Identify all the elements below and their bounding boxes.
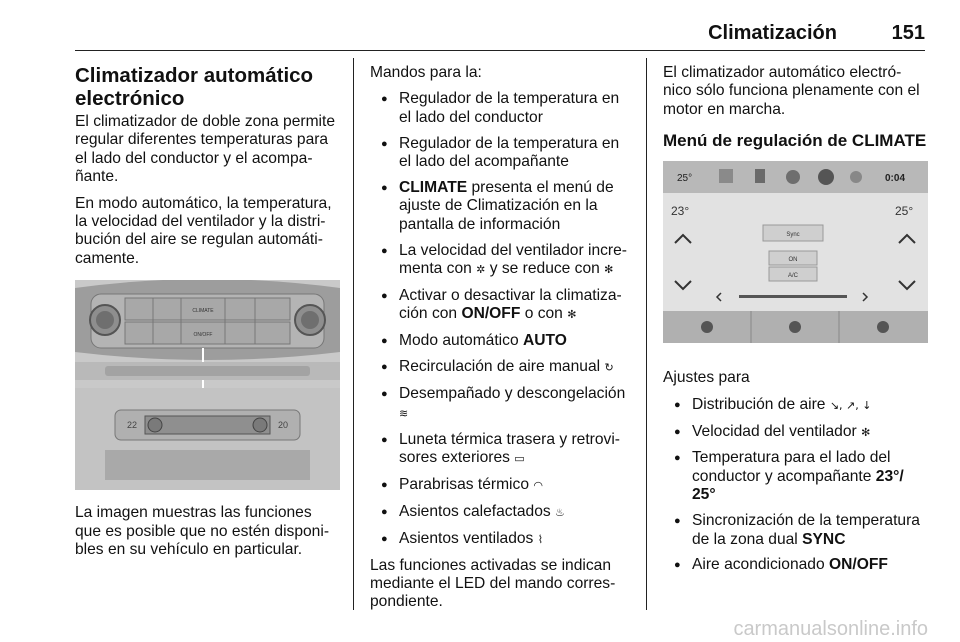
screen-passenger-temp: 25° (895, 204, 914, 219)
list-item: ● Modo automático AUTO (370, 332, 635, 350)
defrost-max-icon: ≋ (399, 406, 409, 420)
list-item: ● Parabrisas térmico ◠ (370, 476, 635, 495)
list-item: ● Temperatura para el lado del conductor y acompañante 23°/ 25° (663, 449, 928, 504)
engine-note: El climatizador automático electró-nico sólo funciona plenamente con el motor en marcha. (663, 64, 920, 118)
screen-sync-button: Sync (786, 232, 800, 239)
driver-temp-label: 22 (127, 420, 138, 431)
page-header (0, 22, 925, 50)
screen-on-button: ON (788, 257, 798, 264)
fan-increase-icon: ✲ (476, 263, 486, 277)
watermark: carmanualsonline.info (733, 618, 928, 640)
list-item: ● Velocidad del ventilador ✻ (663, 423, 928, 442)
screen-driver-temp: 23° (671, 204, 690, 219)
screen-top-temp: 25° (677, 173, 693, 185)
list-item: ● Regulador de la temperatura en el lado del conductor (370, 90, 635, 127)
seat-ventilation-icon: ⌇ (537, 532, 544, 546)
air-distribution-icons: ↘, ↗, ↓ (829, 398, 872, 412)
controls-intro: Mandos para la: (370, 64, 482, 81)
settings-list (663, 396, 928, 575)
passenger-temp-label: 20 (278, 420, 289, 431)
list-item: ● Regulador de la temperatura en el lado del acompañante (370, 135, 635, 172)
list-item: ● Sincronización de la temperatura de la zona dual SYNC (663, 512, 928, 549)
list-item: ● Luneta térmica trasera y retrovi-sores exteriores ▭ (370, 431, 635, 469)
figure-caption: La imagen muestras las funciones que es posible que no estén disponi-bles en su vehículo en particular. (75, 504, 330, 559)
led-note: Las funciones activadas se indican mediante el LED del mando corres-pondiente. (370, 556, 616, 611)
fan-off-icon: ✻ (567, 308, 577, 322)
list-item: ● Asientos ventilados ⌇ (370, 530, 635, 549)
list-item: ● Desempañado y descongelación ≋ (370, 385, 635, 423)
page-number: 151 (891, 22, 925, 44)
list-item: ● La velocidad del ventilador incre-menta con ✲ y se reduce con ✻ (370, 242, 635, 280)
settings-intro: Ajustes para (663, 369, 750, 387)
onoff-button-label: ON/OFF (193, 332, 213, 339)
paragraph-auto-mode: En modo automático, la temperatura, la velocidad del ventilador y la distri-bución del aire se regulan automáti-camente. (75, 194, 332, 267)
list-item: ● Activar o desactivar la climatiza-ción con ON/OFF o con ✻ (370, 287, 635, 325)
list-item: ● Aire acondicionado ON/OFF (663, 556, 928, 574)
list-item: ● Recirculación de aire manual ↻ (370, 358, 635, 377)
section-title: Climatización (708, 22, 837, 44)
screen-clock: 0:04 (885, 173, 906, 185)
fan-icon: ✻ (861, 425, 871, 439)
paragraph-intro: El climatizador de doble zona permite regular diferentes temperaturas para el lado del conductor y el acompa-ñante. (75, 113, 336, 186)
list-item: ● Asientos calefactados ♨ (370, 503, 635, 522)
rear-window-heat-icon: ▭ (514, 451, 525, 465)
column-divider-2 (646, 58, 647, 610)
controls-list (370, 90, 635, 549)
column-2 (370, 64, 635, 620)
column-divider-1 (353, 58, 354, 610)
windscreen-heat-icon: ◠ (533, 478, 543, 492)
climate-button-label: CLIMATE (192, 308, 214, 315)
control-panel-image (75, 280, 340, 490)
section-heading: Climatizador automático electrónico (75, 64, 314, 110)
recirculation-icon: ↻ (604, 361, 614, 375)
seat-heat-icon: ♨ (555, 505, 565, 519)
list-item: ● CLIMATE presenta el menú de ajuste de Climatización en la pantalla de información (370, 179, 635, 234)
header-rule (75, 50, 925, 51)
column-1 (75, 64, 340, 567)
screen-ac-button: A/C (787, 273, 799, 280)
column-3 (663, 64, 928, 582)
climate-menu-screenshot (663, 161, 928, 343)
fan-decrease-icon: ✻ (604, 263, 614, 277)
subsection-heading: Menú de regulación de CLIMATE (663, 131, 927, 151)
list-item: ● Distribución de aire ↘, ↗, ↓ (663, 396, 928, 415)
